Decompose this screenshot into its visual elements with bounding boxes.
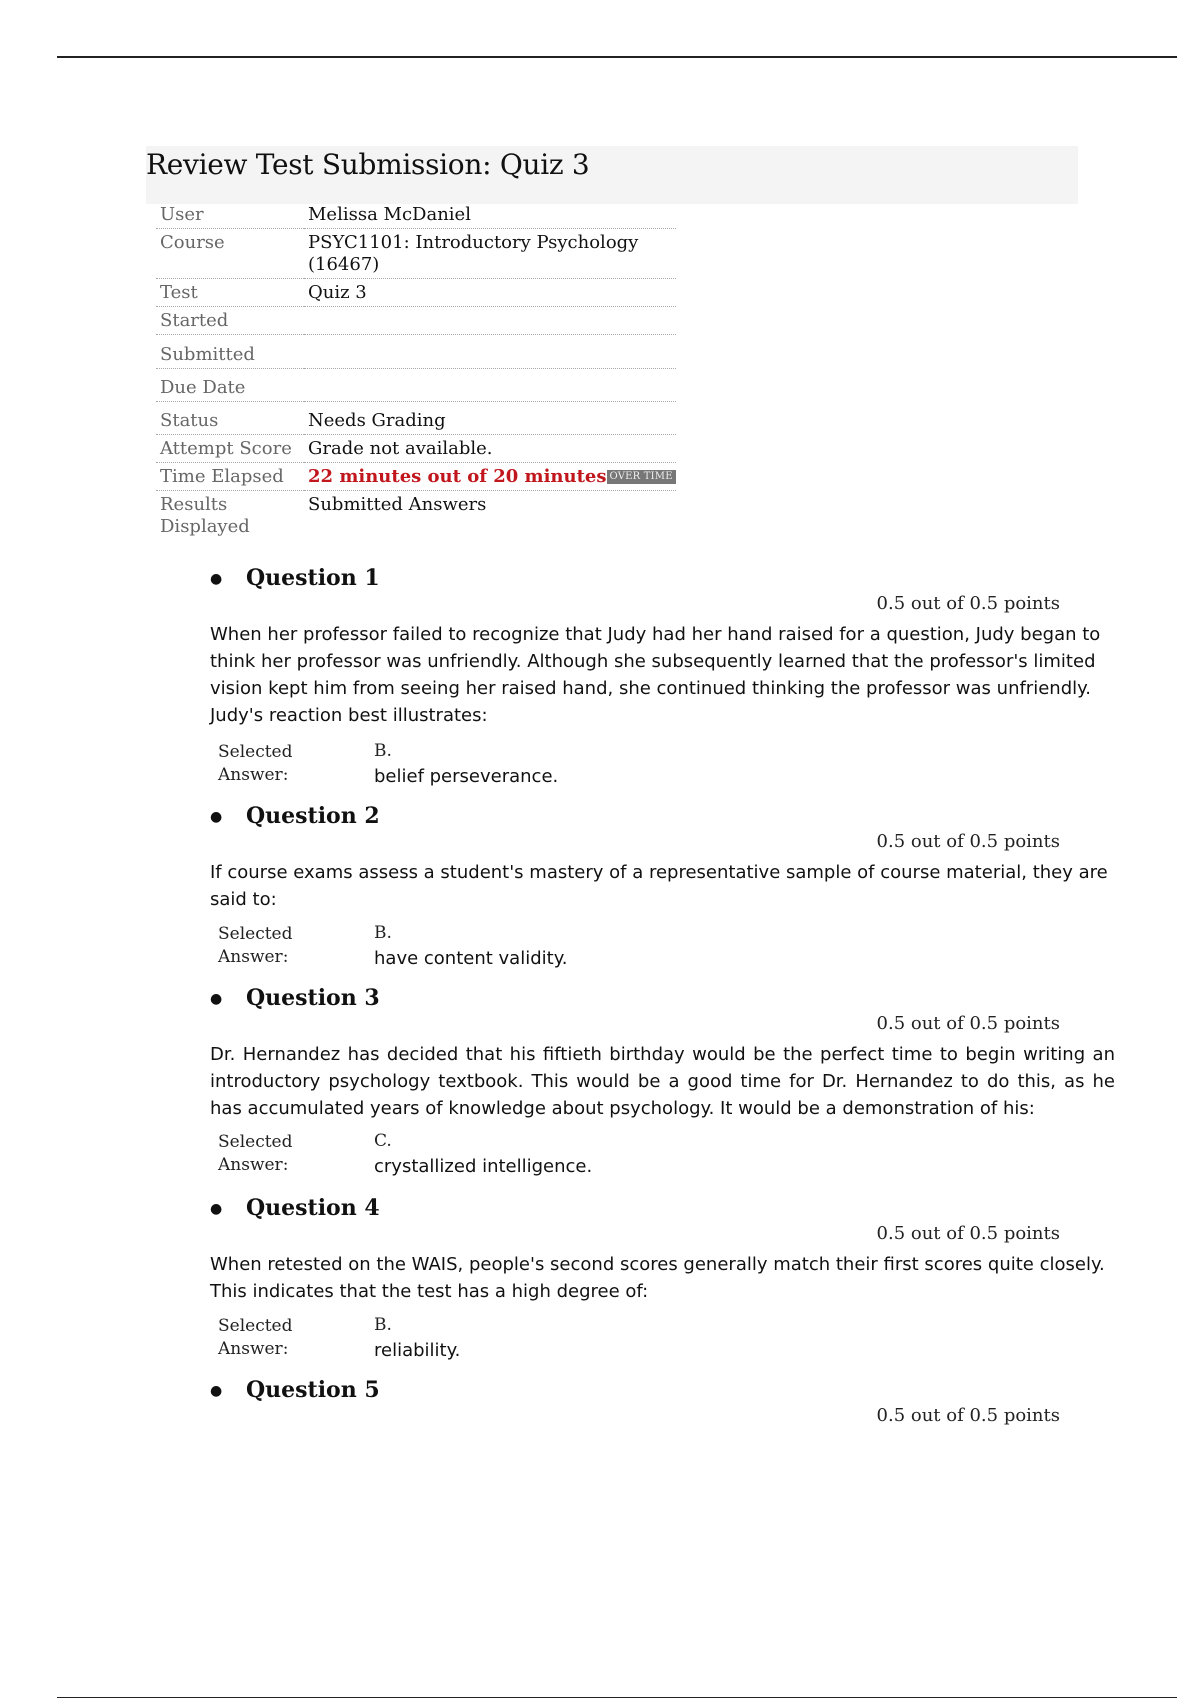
- test-label: Test: [156, 279, 304, 307]
- time-elapsed-cell: [304, 463, 676, 491]
- page-bottom-rule: [57, 1697, 1177, 1698]
- question-title: Question 1: [246, 565, 380, 591]
- selected-answer-letter: B.: [374, 1315, 392, 1335]
- selected-answer-text: belief perseverance.: [374, 766, 559, 787]
- detail-row-results-displayed: [156, 491, 676, 541]
- question-text: When her professor failed to recognize that Judy had her hand raised for a question, Judy began to think her professor was unfriendly. Although she subsequently learned that the professor's limited vision kept him from seeing her raised hand, she continued thinking the professor was unfriendly. Judy's reaction best illustrates:: [210, 624, 1101, 726]
- started-value: [304, 307, 676, 335]
- question-title: Question 4: [246, 1195, 380, 1221]
- question-text: If course exams assess a student's mastery of a representative sample of course material, they are said to:: [210, 862, 1108, 910]
- time-elapsed-value: 22 minutes out of 20 minutes: [308, 466, 607, 487]
- detail-row-course: [156, 229, 676, 279]
- selected-answer-text: have content validity.: [374, 948, 568, 969]
- question-heading: [210, 803, 380, 829]
- bullet-icon: ●: [210, 1201, 223, 1217]
- question-title: Question 5: [246, 1377, 380, 1403]
- status-label: Status: [156, 402, 304, 435]
- course-label: Course: [156, 229, 304, 279]
- bullet-icon: ●: [210, 991, 223, 1007]
- detail-row-user: [156, 201, 676, 229]
- detail-row-time-elapsed: [156, 463, 676, 491]
- question-heading: [210, 1377, 380, 1403]
- question-points: 0.5 out of 0.5 points: [876, 1405, 1060, 1426]
- bullet-icon: ●: [210, 809, 223, 825]
- detail-row-due-date: [156, 369, 676, 402]
- results-displayed-value: Submitted Answers: [308, 494, 487, 515]
- question-text: Dr. Hernandez has decided that his fiftieth birthday would be the perfect time to begin writing an introductory psychology textbook. This would be a good time for Dr. Hernandez to do this, as he has accumulated years of knowledge about psychology. It would be a demonstration of his:: [210, 1044, 1115, 1119]
- bullet-icon: ●: [210, 571, 223, 587]
- selected-answer-letter: C.: [374, 1131, 392, 1151]
- detail-row-started: [156, 307, 676, 335]
- attempt-score-value: Grade not available.: [304, 435, 676, 463]
- question-points: 0.5 out of 0.5 points: [876, 831, 1060, 852]
- question-title: Question 3: [246, 985, 380, 1011]
- user-label: User: [156, 201, 304, 229]
- question-points: 0.5 out of 0.5 points: [876, 593, 1060, 614]
- selected-answer-label: Selected Answer:: [218, 1316, 293, 1359]
- bullet-icon: ●: [210, 1383, 223, 1399]
- selected-answer-label: Selected Answer:: [218, 742, 293, 785]
- time-elapsed-label: Time Elapsed: [156, 463, 304, 491]
- question-points: 0.5 out of 0.5 points: [876, 1013, 1060, 1034]
- question-title: Question 2: [246, 803, 380, 829]
- detail-row-test: [156, 279, 676, 307]
- selected-answer-label: Selected Answer:: [218, 1132, 293, 1175]
- detail-row-status: [156, 402, 676, 435]
- question-heading: [210, 1195, 380, 1221]
- question-heading: [210, 565, 380, 591]
- detail-row-attempt-score: [156, 435, 676, 463]
- submission-details-table: [156, 201, 676, 540]
- user-value: Melissa McDaniel: [304, 201, 676, 229]
- title-bar: [146, 146, 1078, 204]
- overtime-badge: OVER TIME: [607, 470, 676, 484]
- due-date-label: Due Date: [156, 369, 304, 402]
- due-date-value: [304, 369, 676, 402]
- attempt-score-label: Attempt Score: [156, 435, 304, 463]
- page-top-rule: [57, 56, 1177, 58]
- selected-answer-text: crystallized intelligence.: [374, 1156, 593, 1177]
- course-value: PSYC1101: Introductory Psychology (16467): [304, 229, 676, 279]
- results-displayed-label: Results Displayed: [160, 494, 250, 537]
- selected-answer-letter: B.: [374, 741, 392, 761]
- started-label: Started: [156, 307, 304, 335]
- status-value: Needs Grading: [304, 402, 676, 435]
- question-points: 0.5 out of 0.5 points: [876, 1223, 1060, 1244]
- selected-answer-letter: B.: [374, 923, 392, 943]
- test-value: Quiz 3: [304, 279, 676, 307]
- detail-row-submitted: [156, 335, 676, 369]
- selected-answer-label: Selected Answer:: [218, 924, 293, 967]
- submitted-value: [304, 335, 676, 369]
- selected-answer-text: reliability.: [374, 1340, 461, 1361]
- question-heading: [210, 985, 380, 1011]
- page-title: Review Test Submission: Quiz 3: [146, 148, 590, 181]
- submitted-label: Submitted: [156, 335, 304, 369]
- question-text: When retested on the WAIS, people's second scores generally match their first scores quite closely. This indicates that the test has a high degree of:: [210, 1254, 1105, 1302]
